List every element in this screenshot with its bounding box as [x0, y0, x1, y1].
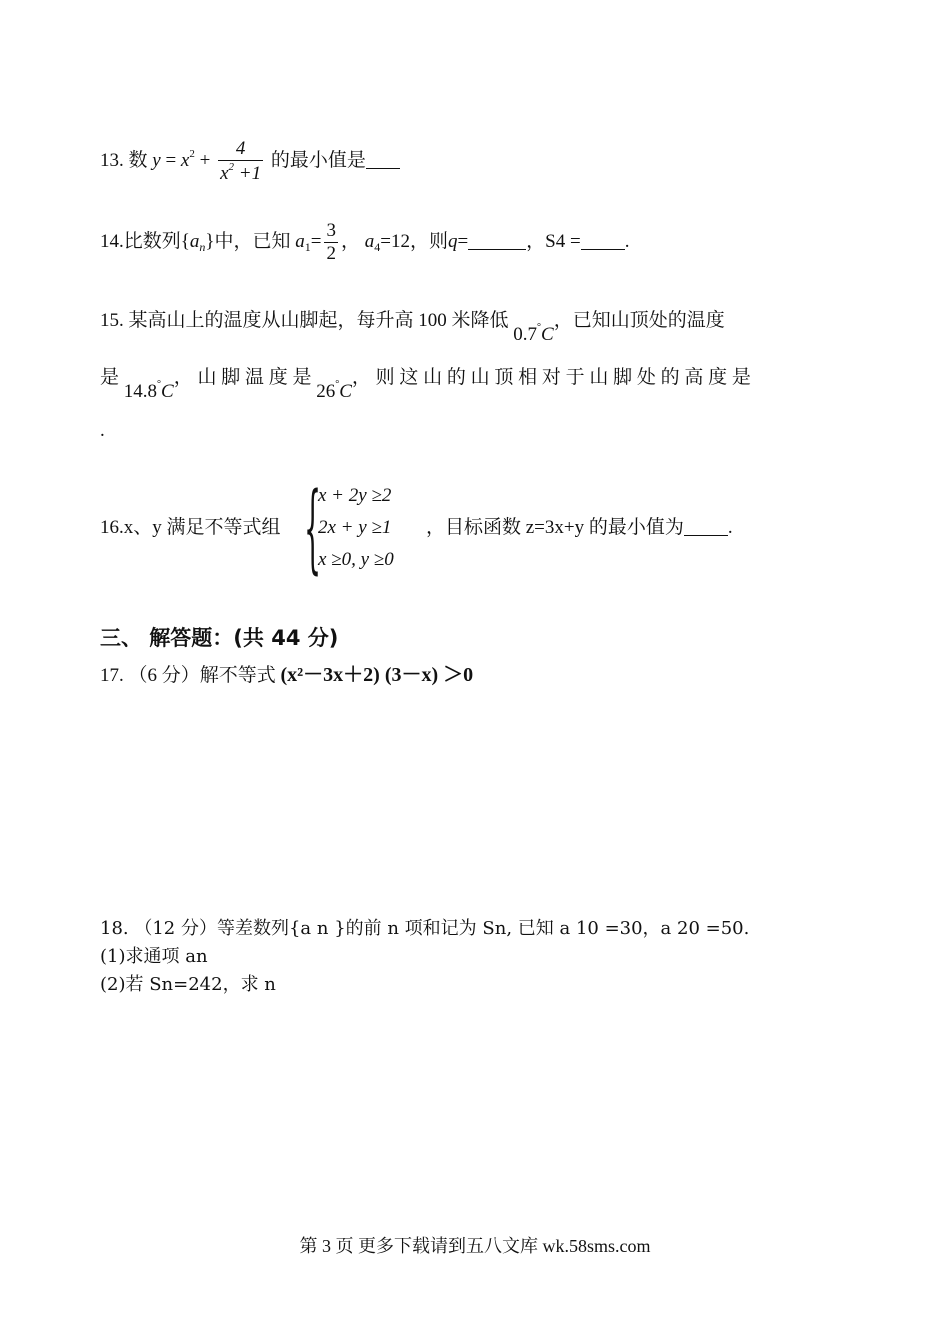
q16-brace-icon: {: [304, 472, 322, 584]
q13-den-rest: +1: [234, 163, 262, 184]
q14-q-eq: =: [457, 230, 469, 252]
q13-fraction-numerator: 4: [235, 138, 246, 159]
q15-line2-end: ， 则 这 山 的 山 顶 相 对 于 山 脚 处 的 高 度 是: [351, 367, 751, 388]
question-17: [100, 658, 473, 687]
q14-eq: =: [310, 230, 322, 252]
q13-den-x: x: [220, 163, 229, 184]
q14-comma: ，: [340, 230, 360, 252]
q15-line2-mid: ， 山 脚 温 度 是: [173, 367, 312, 388]
q15-degree-icon-3: °: [335, 379, 340, 390]
q14-frac-den: 2: [326, 243, 336, 264]
question-18-line-1: 18. （12 分）等差数列{a n }的前 n 项和记为 Sn, 已知 a 10 =30，a 20 =50.: [100, 918, 750, 939]
q15-degree-icon: °: [537, 322, 542, 333]
q14-n: n: [199, 239, 206, 254]
q15-line2-start: 是: [100, 367, 120, 388]
q14-mid: }中，已知: [205, 230, 291, 252]
q13-plus: +: [194, 149, 211, 171]
question-15-line-3: [100, 420, 105, 442]
q15-celsius-2: C: [161, 381, 174, 402]
q17-expression: (x²－3x＋2) (3－x) ＞0: [280, 664, 474, 686]
q13-fraction: [218, 138, 263, 185]
q13-number: 13. 数: [100, 149, 148, 171]
question-18-line-2: (1)求通项 an: [100, 946, 208, 967]
q17-prefix: 17. （6 分）解不等式: [100, 665, 276, 686]
q14-frac-num: 3: [326, 220, 336, 241]
question-18-line-3: (2)若 Sn=242，求 n: [100, 974, 276, 995]
question-15-line-1: [100, 305, 725, 346]
question-13: [100, 138, 400, 185]
q15-degree-icon-2: °: [157, 379, 162, 390]
q13-equals: =: [160, 149, 181, 171]
q16-prefix: 16.x、y 满足不等式组: [100, 517, 281, 538]
q13-text: 的最小值是: [270, 149, 366, 171]
q16-row-2: 2x + y ≥1: [318, 517, 392, 538]
q15-celsius: C: [541, 324, 554, 345]
q14-a1: a: [295, 230, 305, 252]
q16-answer-blank: [684, 517, 728, 536]
q14-q-blank: [468, 231, 526, 250]
q14-fraction: [324, 220, 338, 265]
q15-line1: 15. 某高山上的温度从山脚起，每升高 100 米降低: [100, 310, 509, 331]
q14-a4-value: =12，则: [380, 230, 448, 252]
q15-top-temp: 14.8: [123, 381, 158, 402]
q14-end: .: [624, 230, 630, 252]
question-15-line-2: [100, 362, 751, 403]
q15-foot-temp: 26: [316, 381, 336, 402]
q13-fraction-denominator: [218, 160, 263, 185]
q14-a4: a: [364, 230, 375, 252]
q16-row-3: x ≥0, y ≥0: [318, 549, 394, 570]
q15-line1-end: ，已知山顶处的温度: [553, 310, 725, 331]
q16-inequality-system: [318, 480, 394, 576]
q15-rate: 0.7: [513, 324, 538, 345]
q14-q: q: [447, 230, 458, 252]
q14-a: a: [189, 230, 200, 252]
question-16-prefix: [100, 512, 281, 539]
q13-den-square: 2: [228, 161, 235, 173]
q14-sub-4: 4: [374, 239, 381, 254]
q14-s4-blank: [581, 231, 625, 250]
q14-sub-1: 1: [304, 239, 311, 254]
q16-end: .: [727, 517, 733, 538]
q13-var-x: x: [180, 149, 190, 171]
q13-square: 2: [189, 147, 195, 160]
q14-prefix: 14.比数列{: [100, 230, 190, 252]
q13-answer-blank: [366, 150, 400, 169]
q15-celsius-3: C: [339, 381, 352, 402]
q16-suffix: ，目标函数 z=3x+y 的最小值为: [426, 517, 684, 538]
page-footer: 第 3 页 更多下载请到五八文库 wk.58sms.com: [299, 1236, 651, 1256]
q16-row-1: x + 2y ≥2: [318, 485, 392, 506]
question-14: [100, 220, 629, 265]
q14-s4: ，S4 =: [526, 230, 581, 252]
question-16-suffix: [426, 512, 733, 539]
q13-var-y: y: [152, 149, 161, 171]
section-3-heading: 三、 解答题：(共 44 分): [100, 626, 339, 650]
q15-line3: .: [100, 420, 105, 441]
